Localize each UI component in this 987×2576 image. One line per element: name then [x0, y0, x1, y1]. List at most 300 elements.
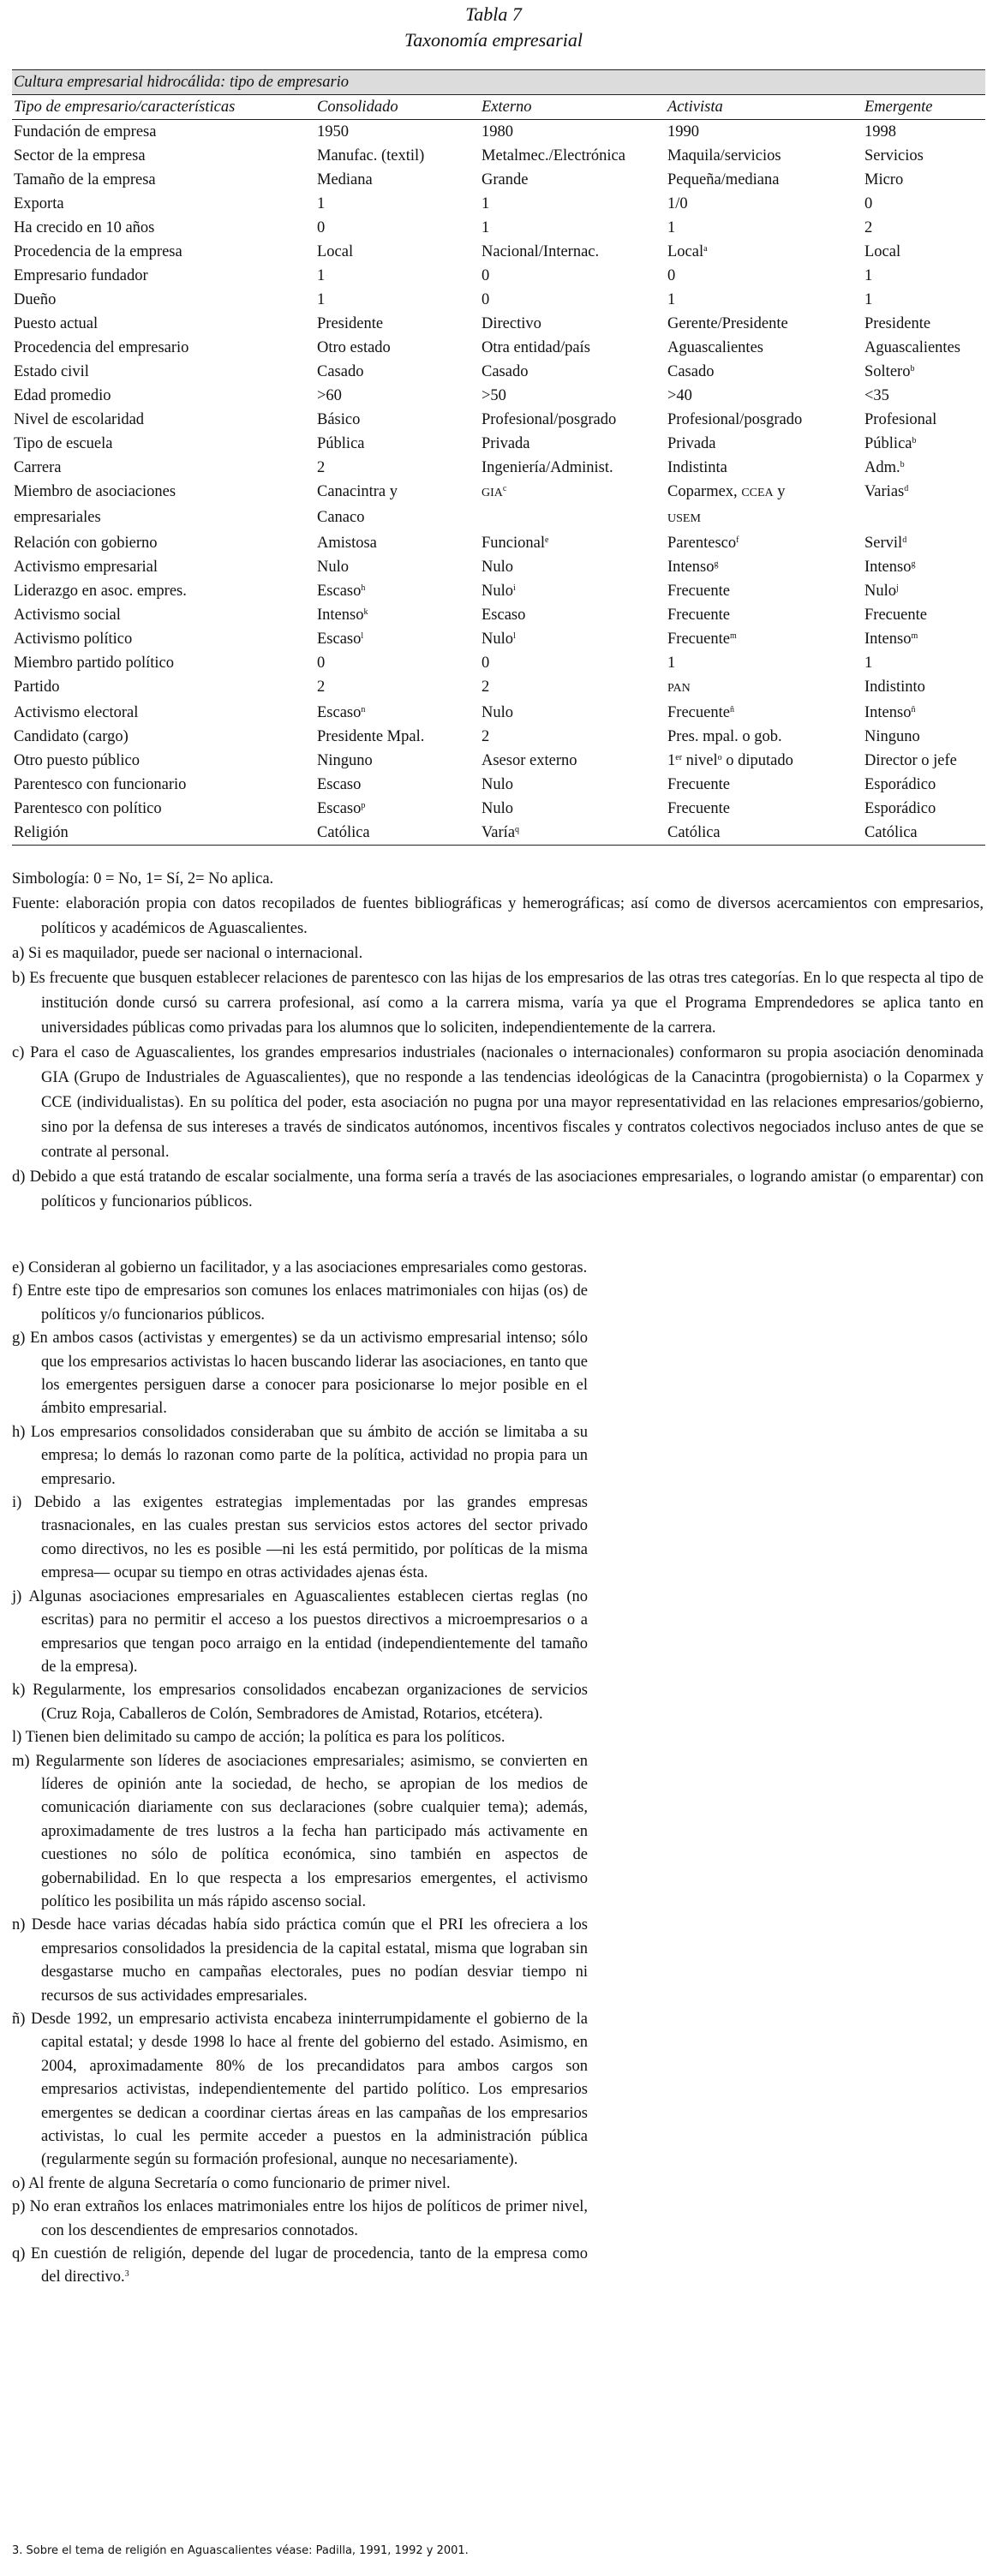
- cell-text: Ha crecido en 10 años: [14, 219, 155, 236]
- cell-text: Escaso: [317, 631, 362, 648]
- row-label: [12, 627, 315, 651]
- cell-text: 0: [482, 291, 490, 308]
- table-cell: [863, 120, 985, 145]
- table-cell: [666, 627, 863, 651]
- cell-text: Varía: [482, 824, 516, 841]
- cell-text: Soltero: [864, 363, 911, 380]
- cell-text: Candidato (cargo): [14, 728, 129, 745]
- cell-text: Canaco: [317, 509, 365, 526]
- cell-text: Edad promedio: [14, 387, 111, 404]
- table-cell: [863, 531, 985, 555]
- table-cell: [315, 651, 480, 675]
- table-cell: [666, 821, 863, 846]
- table-cell: [666, 749, 863, 773]
- cell-text: Frecuente: [667, 583, 730, 600]
- table-row: [12, 312, 985, 336]
- cell-text: Escaso: [482, 607, 526, 624]
- row-label: [12, 240, 315, 264]
- table-cell: [315, 168, 480, 192]
- table-cell: [863, 384, 985, 408]
- footnote-marker: ñ: [911, 705, 916, 714]
- table-cell: [480, 432, 666, 456]
- table-cell: [863, 773, 985, 797]
- cell-text: Micro: [864, 171, 904, 188]
- table-row: [12, 725, 985, 749]
- cell-text: Profesional/posgrado: [667, 411, 803, 428]
- table-cell: [666, 336, 863, 360]
- table-cell: [666, 288, 863, 312]
- table-cell: [666, 120, 863, 145]
- cell-text: 1: [482, 219, 490, 236]
- footnote-marker: o: [717, 753, 722, 762]
- cell-text: Nulo: [317, 559, 349, 576]
- cell-text: Activismo empresarial: [14, 559, 158, 576]
- table-cell: [666, 675, 863, 701]
- cell-text: Aguascalientes: [667, 339, 763, 356]
- table-cell: [480, 749, 666, 773]
- table-cell: [863, 821, 985, 846]
- cell-text: empresariales: [14, 509, 101, 526]
- note-item: [12, 2008, 588, 2173]
- table-cell: [480, 531, 666, 555]
- cell-text: 1950: [317, 123, 349, 140]
- table-row: [12, 749, 985, 773]
- table-cell: [315, 336, 480, 360]
- table-cell: [480, 701, 666, 725]
- table-cell: [666, 168, 863, 192]
- table-row: [12, 456, 985, 480]
- row-label: [12, 456, 315, 480]
- note-item: [12, 941, 984, 966]
- table-cell: [666, 408, 863, 432]
- table-cell: [863, 627, 985, 651]
- footnote-marker: m: [911, 631, 918, 641]
- note-item: [12, 867, 984, 892]
- table-cell: [863, 456, 985, 480]
- note-item: [12, 2243, 588, 2290]
- cell-text: 2: [317, 678, 326, 696]
- cell-text: 1: [482, 195, 490, 212]
- table-cell: [480, 505, 666, 531]
- table-cell: [315, 216, 480, 240]
- table-cell: [863, 360, 985, 384]
- table-cell: [666, 701, 863, 725]
- table-cell: [480, 821, 666, 846]
- table-cell: [863, 288, 985, 312]
- note-item: [12, 1726, 588, 1749]
- note-label: m): [12, 1752, 30, 1770]
- acronym: USEM: [667, 512, 701, 525]
- note-label: h): [12, 1423, 26, 1441]
- table-cell: [666, 456, 863, 480]
- cell-text: 1998: [864, 123, 896, 140]
- table-cell: [480, 579, 666, 603]
- table-row: [12, 288, 985, 312]
- table-cell: [863, 505, 985, 531]
- table-cell: [480, 725, 666, 749]
- table-cell: [666, 773, 863, 797]
- note-item: [12, 1491, 588, 1586]
- table-cell: [315, 384, 480, 408]
- table-cell: [863, 336, 985, 360]
- table-cell: [480, 651, 666, 675]
- cell-text: Parentesco con político: [14, 800, 162, 817]
- cell-text: Parentesco con funcionario: [14, 776, 187, 793]
- cell-text: Adm.: [864, 459, 900, 476]
- cell-text: 0: [864, 195, 873, 212]
- cell-text: Miembro partido político: [14, 654, 175, 672]
- row-label: [12, 168, 315, 192]
- table-cell: [480, 555, 666, 579]
- cell-text: Presidente: [317, 315, 384, 332]
- table-cell: [863, 555, 985, 579]
- cell-text: Profesional/posgrado: [482, 411, 617, 428]
- cell-text: Nulo: [482, 631, 513, 648]
- cell-text: Miembro de asociaciones: [14, 483, 176, 500]
- table-cell: [315, 797, 480, 821]
- table-cell: [666, 797, 863, 821]
- table-cell: [863, 192, 985, 216]
- footnote-marker: l: [361, 631, 364, 641]
- cell-text: Presidente: [864, 315, 931, 332]
- note-text: Entre este tipo de empresarios son comunes los enlaces matrimoniales con hijas (os) de políticos y/o funcionarios públicos.: [27, 1282, 589, 1324]
- cell-text: Local: [864, 243, 901, 260]
- table-cell: [315, 240, 480, 264]
- table-cell: [666, 360, 863, 384]
- cell-text: Nivel de escolaridad: [14, 411, 145, 428]
- note-item: [12, 1280, 588, 1327]
- table-cell: [480, 384, 666, 408]
- table-cell: [863, 432, 985, 456]
- cell-text: 1: [317, 195, 326, 212]
- cell-text: Nulo: [482, 704, 513, 721]
- cell-text: Intenso: [317, 607, 364, 624]
- note-text: Desde hace varias décadas había sido práctica común que el PRI les ofreciera a los empresarios consolidados la presidencia de la capital estatal, misma que lograban sin desgastarse mucho en campañas electorales, pues no podían desviar tiempo ni recursos de sus actividades empresariales.: [31, 1916, 589, 2005]
- cell-text: 2: [482, 728, 490, 745]
- note-label: n): [12, 1916, 26, 1934]
- table-cell: [480, 192, 666, 216]
- note-label: j): [12, 1587, 22, 1605]
- cell-text: Escaso: [317, 583, 362, 600]
- note-item: [12, 966, 984, 1041]
- table-cell: [480, 603, 666, 627]
- cell-text: 1: [667, 291, 676, 308]
- cell-text: Católica: [667, 824, 721, 841]
- table-row: [12, 168, 985, 192]
- table-cell: [666, 555, 863, 579]
- footnote-marker: q: [515, 825, 520, 834]
- cell-text: Ingeniería/Administ.: [482, 459, 613, 476]
- note-label: b): [12, 970, 26, 987]
- cell-text: Director o jefe: [864, 752, 957, 769]
- table-cell: [315, 432, 480, 456]
- footnote-marker: m: [729, 631, 737, 641]
- cell-text: 0: [482, 654, 490, 672]
- table-caption: Cultura empresarial hidrocálida: tipo de empresario: [12, 70, 985, 95]
- footnote-marker: f: [736, 535, 739, 545]
- note-label: i): [12, 1494, 22, 1512]
- cell-text: Exporta: [14, 195, 64, 212]
- table-row: [12, 579, 985, 603]
- footnote-reference: 3: [124, 2269, 129, 2280]
- table-cell: [480, 480, 666, 505]
- cell-text: Dueño: [14, 291, 57, 308]
- table-cell: [666, 144, 863, 168]
- table-cell: [315, 360, 480, 384]
- table-row: [12, 192, 985, 216]
- table-cell: [315, 821, 480, 846]
- table-row: [12, 773, 985, 797]
- table-cell: [480, 312, 666, 336]
- cell-text: Frecuente: [667, 607, 730, 624]
- cell-text: <35: [864, 387, 889, 404]
- cell-text: 2: [864, 219, 873, 236]
- cell-text: Otro puesto público: [14, 752, 140, 769]
- table-cell: [315, 480, 480, 505]
- footnote-marker: b: [900, 460, 905, 469]
- table-cell: [480, 360, 666, 384]
- cell-text: Nulo: [864, 583, 896, 600]
- cell-text: Pres. mpal. o gob.: [667, 728, 782, 745]
- cell-text: Otra entidad/país: [482, 339, 590, 356]
- cell-text: Activismo político: [14, 631, 133, 648]
- cell-text: >50: [482, 387, 506, 404]
- table-cell: [863, 264, 985, 288]
- footnote-marker: p: [361, 801, 366, 810]
- footnote-marker: b: [912, 436, 917, 445]
- cell-text: Local: [317, 243, 354, 260]
- note-item: [12, 1586, 588, 1680]
- taxonomy-table: [12, 69, 985, 846]
- table-cell: [863, 749, 985, 773]
- note-label: a): [12, 945, 25, 962]
- table-cell: [666, 264, 863, 288]
- table-cell: [480, 144, 666, 168]
- note-item: [12, 2173, 588, 2196]
- acronym: CCEA: [741, 487, 774, 499]
- cell-text: Directivo: [482, 315, 541, 332]
- note-label: q): [12, 2245, 26, 2263]
- table-row: [12, 216, 985, 240]
- cell-text: Maquila/servicios: [667, 147, 781, 164]
- table-cell: [666, 240, 863, 264]
- cell-text: 1: [864, 267, 873, 284]
- table-row: [12, 821, 985, 846]
- cell-text: Escaso: [317, 704, 362, 721]
- row-label: [12, 312, 315, 336]
- cell-text: Católica: [317, 824, 370, 841]
- cell-text: Empresario fundador: [14, 267, 148, 284]
- cell-text: Estado civil: [14, 363, 89, 380]
- row-label: [12, 555, 315, 579]
- cell-text: Relación con gobierno: [14, 535, 158, 552]
- cell-text: Local: [667, 243, 704, 260]
- cell-text: Procedencia de la empresa: [14, 243, 182, 260]
- table-cell: [863, 675, 985, 701]
- table-cell: [315, 120, 480, 145]
- table-cell: [863, 603, 985, 627]
- footnote-marker: a: [703, 244, 708, 254]
- cell-text: 1: [667, 752, 676, 769]
- footnote-marker: n: [361, 705, 366, 714]
- table-row: [12, 360, 985, 384]
- row-label: [12, 773, 315, 797]
- row-label: [12, 725, 315, 749]
- cell-text: Intenso: [864, 704, 912, 721]
- cell-text: Coparmex,: [667, 483, 742, 500]
- table-row: [12, 701, 985, 725]
- table-cell: [480, 456, 666, 480]
- table-cell: [480, 264, 666, 288]
- table-cell: [666, 531, 863, 555]
- footnote-marker: b: [910, 364, 915, 374]
- cell-text: Indistinta: [667, 459, 727, 476]
- table-notes-narrow: [12, 1257, 588, 2290]
- footnote-marker: c: [502, 484, 507, 493]
- cell-text: Carrera: [14, 459, 62, 476]
- table-cell: [315, 312, 480, 336]
- table-cell: [480, 240, 666, 264]
- cell-text: Indistinto: [864, 678, 925, 696]
- note-text: Fuente: elaboración propia con datos recopilados de fuentes bibliográficas y hemerográficas; así como de diversos acercamientos con empresarios, políticos y académicos de Aguascalientes.: [12, 895, 984, 937]
- table-cell: [480, 288, 666, 312]
- cell-text: 0: [317, 219, 326, 236]
- row-label: [12, 480, 315, 505]
- footnote-marker: h: [361, 583, 366, 593]
- table-cell: [666, 192, 863, 216]
- note-text: Algunas asociaciones empresariales en Aguascalientes establecen ciertas reglas (no escritas) para no permitir el acceso a los puestos directivos a microempresarios o a empresarios que tengan poco arraigo en la entidad (independientemente del tamaño de la empresa).: [28, 1587, 588, 1676]
- cell-text: Intenso: [667, 559, 715, 576]
- table-cell: [315, 264, 480, 288]
- table-cell: [863, 216, 985, 240]
- cell-text: Tipo de escuela: [14, 435, 113, 452]
- table-cell: [480, 773, 666, 797]
- cell-text: o diputado: [721, 752, 793, 769]
- table-cell: [480, 627, 666, 651]
- cell-text: Parentesco: [667, 535, 737, 552]
- row-label: [12, 384, 315, 408]
- footnote-marker: er: [675, 753, 683, 762]
- table-cell: [863, 240, 985, 264]
- cell-text: 1980: [482, 123, 513, 140]
- cell-text: Casado: [667, 363, 715, 380]
- note-item: [12, 1165, 984, 1215]
- note-text: Al frente de alguna Secretaría o como funcionario de primer nivel.: [28, 2174, 451, 2192]
- header-consolidado: Consolidado: [315, 95, 480, 120]
- table-caption-row: [12, 70, 985, 95]
- note-label: l): [12, 1729, 22, 1747]
- note-label: c): [12, 1044, 25, 1061]
- note-text: Es frecuente que busquen establecer relaciones de parentesco con las hijas de los empresarios de las otras tres categorías. En lo que respecta al tipo de institución donde cursó su carrera profesional, así como a la carrera misma, varía ya que el Programa Emprendedores se aplica tanto en universidades públicas como privadas para los alumnos que lo soliciten, independientemente de la carrera.: [29, 970, 984, 1037]
- cell-text: Manufac. (textil): [317, 147, 425, 164]
- table-cell: [666, 312, 863, 336]
- note-text: Debido a las exigentes estrategias implementadas por las grandes empresas trasnacionales, en las cuales prestan sus servicios estos actores del sector privado como directivos, no les es posible —ni les está permitido, por políticas de la misma empresa— ocupar su tiempo en otras actividades ajenas ésta.: [33, 1494, 589, 1582]
- note-text: Si es maquilador, puede ser nacional o internacional.: [28, 945, 363, 962]
- footnote-marker: i: [513, 583, 516, 593]
- note-item: [12, 1327, 588, 1421]
- table-cell: [863, 168, 985, 192]
- row-label: [12, 531, 315, 555]
- note-label: ñ): [12, 2011, 26, 2028]
- table-row: [12, 480, 985, 505]
- table-cell: [666, 651, 863, 675]
- cell-text: Activismo electoral: [14, 704, 139, 721]
- note-label: k): [12, 1682, 26, 1700]
- table-cell: [863, 312, 985, 336]
- row-label: [12, 432, 315, 456]
- table-cell: [480, 120, 666, 145]
- cell-text: 2: [317, 459, 326, 476]
- cell-text: Básico: [317, 411, 361, 428]
- table-cell: [863, 579, 985, 603]
- cell-text: Escaso: [317, 776, 362, 793]
- cell-text: 1: [864, 654, 873, 672]
- table-row: [12, 336, 985, 360]
- acronym: PAN: [667, 682, 691, 695]
- cell-text: Activismo social: [14, 607, 121, 624]
- page-footnote: 3. Sobre el tema de religión en Aguascalientes véase: Padilla, 1991, 1992 y 2001.: [12, 2544, 469, 2557]
- cell-text: Frecuente: [667, 800, 730, 817]
- note-item: [12, 2196, 588, 2243]
- table-cell: [315, 773, 480, 797]
- note-item: [12, 1421, 588, 1491]
- table-cell: [480, 336, 666, 360]
- table-cell: [480, 797, 666, 821]
- table-cell: [863, 651, 985, 675]
- cell-text: Mediana: [317, 171, 373, 188]
- note-text: En ambos casos (activistas y emergentes) se da un activismo empresarial intenso; sólo que los empresarios activistas lo hacen buscando liderar las asociaciones, en tanto que los emergentes persiguen darse a conocer para posicionarse lo mejor posible en el ámbito empresarial.: [30, 1330, 588, 1418]
- note-label: f): [12, 1282, 23, 1300]
- cell-text: Aguascalientes: [864, 339, 960, 356]
- table-cell: [315, 603, 480, 627]
- cell-text: Servicios: [864, 147, 924, 164]
- table-cell: [315, 456, 480, 480]
- note-label: e): [12, 1259, 25, 1276]
- note-item: [12, 892, 984, 941]
- cell-text: Nulo: [482, 559, 513, 576]
- row-label: [12, 821, 315, 846]
- cell-text: Intenso: [864, 559, 912, 576]
- table-cell: [863, 701, 985, 725]
- table-row: [12, 144, 985, 168]
- cell-text: Pública: [317, 435, 365, 452]
- note-text: Debido a que está tratando de escalar socialmente, una forma sería a través de las asociaciones empresariales, o logrando amistar (o emparentar) con políticos y funcionarios públicos.: [29, 1168, 984, 1210]
- row-label: [12, 264, 315, 288]
- cell-text: 1/0: [667, 195, 688, 212]
- note-item: [12, 1679, 588, 1726]
- note-item: [12, 1914, 588, 2008]
- table-row: [12, 432, 985, 456]
- cell-text: 1: [864, 291, 873, 308]
- cell-text: Otro estado: [317, 339, 391, 356]
- table-cell: [666, 432, 863, 456]
- table-row: [12, 627, 985, 651]
- table-cell: [666, 384, 863, 408]
- cell-text: Puesto actual: [14, 315, 99, 332]
- footnote-marker: d: [902, 535, 907, 545]
- footnote-marker: g: [911, 559, 916, 569]
- table-cell: [315, 627, 480, 651]
- acronym: GIA: [482, 487, 503, 499]
- table-cell: [863, 408, 985, 432]
- cell-text: Metalmec./Electrónica: [482, 147, 625, 164]
- row-label: [12, 216, 315, 240]
- note-text: Tienen bien delimitado su campo de acción; la política es para los políticos.: [25, 1729, 505, 1747]
- footnote-marker: g: [714, 559, 719, 569]
- row-label: [12, 336, 315, 360]
- table-cell: [315, 579, 480, 603]
- footnote-marker: l: [513, 631, 516, 641]
